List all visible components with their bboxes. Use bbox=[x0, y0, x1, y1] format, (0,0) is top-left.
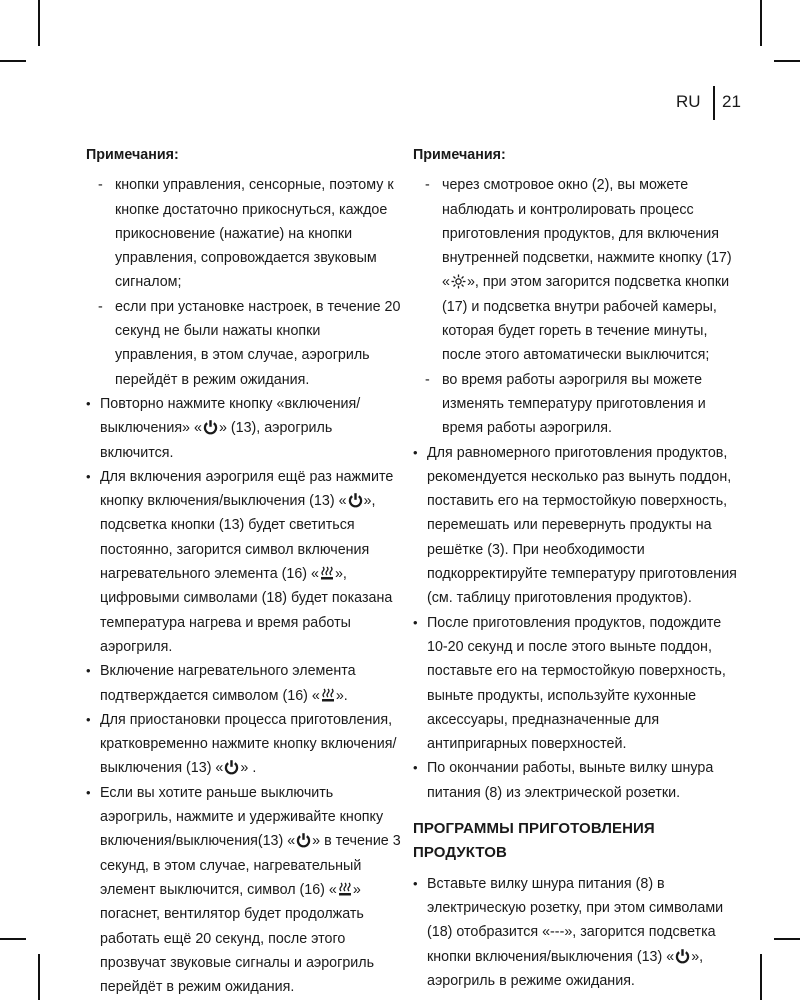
power-icon bbox=[203, 419, 218, 435]
section-title: ПРОГРАММЫ ПРИГОТОВЛЕНИЯ ПРОДУКТОВ bbox=[413, 820, 655, 862]
bullet-marker: • bbox=[86, 663, 91, 679]
instruction-text: Для включения аэрогриля ещё раз нажмите кнопку включения/выключения (13) « bbox=[100, 468, 394, 510]
crop-mark bbox=[760, 954, 762, 1000]
instruction-item bbox=[413, 872, 738, 993]
crop-mark bbox=[38, 0, 40, 46]
instruction-text: ». bbox=[335, 687, 348, 704]
dash-marker: - bbox=[425, 177, 430, 194]
bullet-marker: • bbox=[413, 875, 418, 891]
header-divider bbox=[713, 86, 715, 120]
instruction-text: », цифровыми символами (18) будет показана температура нагрева и время работы аэрогриля. bbox=[100, 566, 393, 655]
bullet-marker: • bbox=[413, 760, 418, 776]
instruction-item bbox=[86, 465, 404, 659]
crop-mark bbox=[0, 60, 26, 62]
instruction-item bbox=[413, 756, 738, 805]
heating-element-icon bbox=[320, 565, 334, 581]
note-text: », при этом загорится подсветка кнопки (17) и подсветка внутри рабочей камеры, которая будет гореть в течение минуты, после этого автоматически выключится; bbox=[442, 274, 730, 364]
language-code: RU bbox=[676, 92, 701, 111]
crop-mark bbox=[774, 60, 800, 62]
notes-heading: Примечания: bbox=[86, 147, 179, 163]
crop-mark bbox=[38, 954, 40, 1000]
instruction-text: » (13), аэрогриль включится. bbox=[100, 420, 333, 461]
instruction-text: Для приостановки процесса приготовления, кратковременно нажмите кнопку включения/выключения (13) « bbox=[100, 711, 397, 777]
notes-heading: Примечания: bbox=[413, 147, 506, 163]
note-item bbox=[86, 295, 404, 392]
bullet-marker: • bbox=[86, 468, 91, 484]
heating-element-icon bbox=[338, 881, 352, 897]
note-text: кнопки управления, сенсорные, поэтому к кнопке достаточно прикоснуться, каждое прикосновение (нажатие) на кнопки управления, сопровождается звуковым сигналом; bbox=[115, 177, 394, 291]
bullet-marker: • bbox=[86, 784, 91, 800]
dash-marker: - bbox=[98, 298, 103, 315]
power-icon bbox=[296, 832, 311, 848]
note-item bbox=[86, 173, 404, 294]
instruction-text: » . bbox=[240, 760, 257, 777]
bullet-marker: • bbox=[86, 711, 91, 727]
instruction-item bbox=[86, 708, 404, 781]
instruction-text: Повторно нажмите кнопку «включения/выключения» « bbox=[100, 395, 361, 437]
instruction-text: » в течение 3 секунд, в этом случае, нагревательный элемент выключится, символ (16) « bbox=[100, 833, 401, 898]
light-icon bbox=[451, 274, 466, 289]
instruction-text: » погаснет, вентилятор будет продолжать работать ещё 20 секунд, после этого прозвучат звуковые сигналы и аэрогриль перейдёт в режим ожидания. bbox=[100, 881, 375, 996]
instruction-item bbox=[413, 441, 738, 611]
left-column bbox=[86, 143, 404, 999]
note-item bbox=[413, 368, 738, 441]
dash-marker: - bbox=[98, 177, 103, 194]
crop-mark bbox=[774, 938, 800, 940]
instruction-text: », аэрогриль в режиме ожидания. bbox=[427, 948, 704, 989]
instruction-item bbox=[86, 659, 404, 708]
bullet-marker: • bbox=[86, 395, 91, 411]
power-icon bbox=[675, 948, 690, 964]
instruction-text: Для равномерного приготовления продуктов, рекомендуется несколько раз вынуть поддон, поставить его на термостойкую поверхность, перемешать или перевернуть продукты на решётке (3). При необходимости подкорректируйте температуру приготовления (см. таблицу приготовления продуктов). bbox=[427, 444, 737, 607]
bullet-marker: • bbox=[413, 614, 418, 630]
instruction-text: Если вы хотите раньше выключить аэрогриль, нажмите и удерживайте кнопку включения/выключения(13) « bbox=[100, 784, 384, 850]
dash-marker: - bbox=[425, 371, 430, 388]
crop-mark bbox=[0, 938, 26, 940]
instruction-item bbox=[86, 781, 404, 1000]
power-icon bbox=[348, 492, 363, 508]
note-text: во время работы аэрогриля вы можете изменять температуру приготовления и время работы аэрогриля. bbox=[442, 371, 706, 437]
note-text: если при установке настроек, в течение 20 секунд не были нажаты кнопки управления, в этом случае, аэрогриль перейдёт в режим ожидания. bbox=[115, 298, 401, 388]
crop-mark bbox=[760, 0, 762, 46]
instruction-text: Вставьте вилку шнура питания (8) в электрическую розетку, при этом символами (18) отобразится «---», загорится подсветка кнопки включения/выключения (13) « bbox=[427, 875, 724, 965]
instruction-item bbox=[413, 611, 738, 757]
power-icon bbox=[224, 759, 239, 775]
note-text: через смотровое окно (2), вы можете наблюдать и контролировать процесс приготовления продуктов, для включения внутренней подсветки, нажмите кнопку (17) « bbox=[442, 177, 732, 291]
note-item bbox=[413, 173, 738, 367]
page-number: 21 bbox=[722, 92, 741, 111]
instruction-text: После приготовления продуктов, подождите 10-20 секунд и после этого выньте поддон, поставьте его на термостойкую поверхность, выньте продукты, используйте кухонные аксессуары, предназначенные для антипригарных поверхностей. bbox=[427, 614, 726, 753]
instruction-text: Включение нагревательного элемента подтверждается символом (16) « bbox=[100, 663, 356, 704]
bullet-marker: • bbox=[413, 444, 418, 460]
right-column bbox=[413, 143, 738, 993]
instruction-text: По окончании работы, выньте вилку шнура питания (8) из электрической розетки. bbox=[427, 760, 714, 801]
heating-element-icon bbox=[321, 687, 335, 703]
instruction-item bbox=[86, 392, 404, 465]
instruction-text: », подсветка кнопки (13) будет светиться постоянно, загорится символ включения нагревательного элемента (16) « bbox=[100, 493, 376, 583]
